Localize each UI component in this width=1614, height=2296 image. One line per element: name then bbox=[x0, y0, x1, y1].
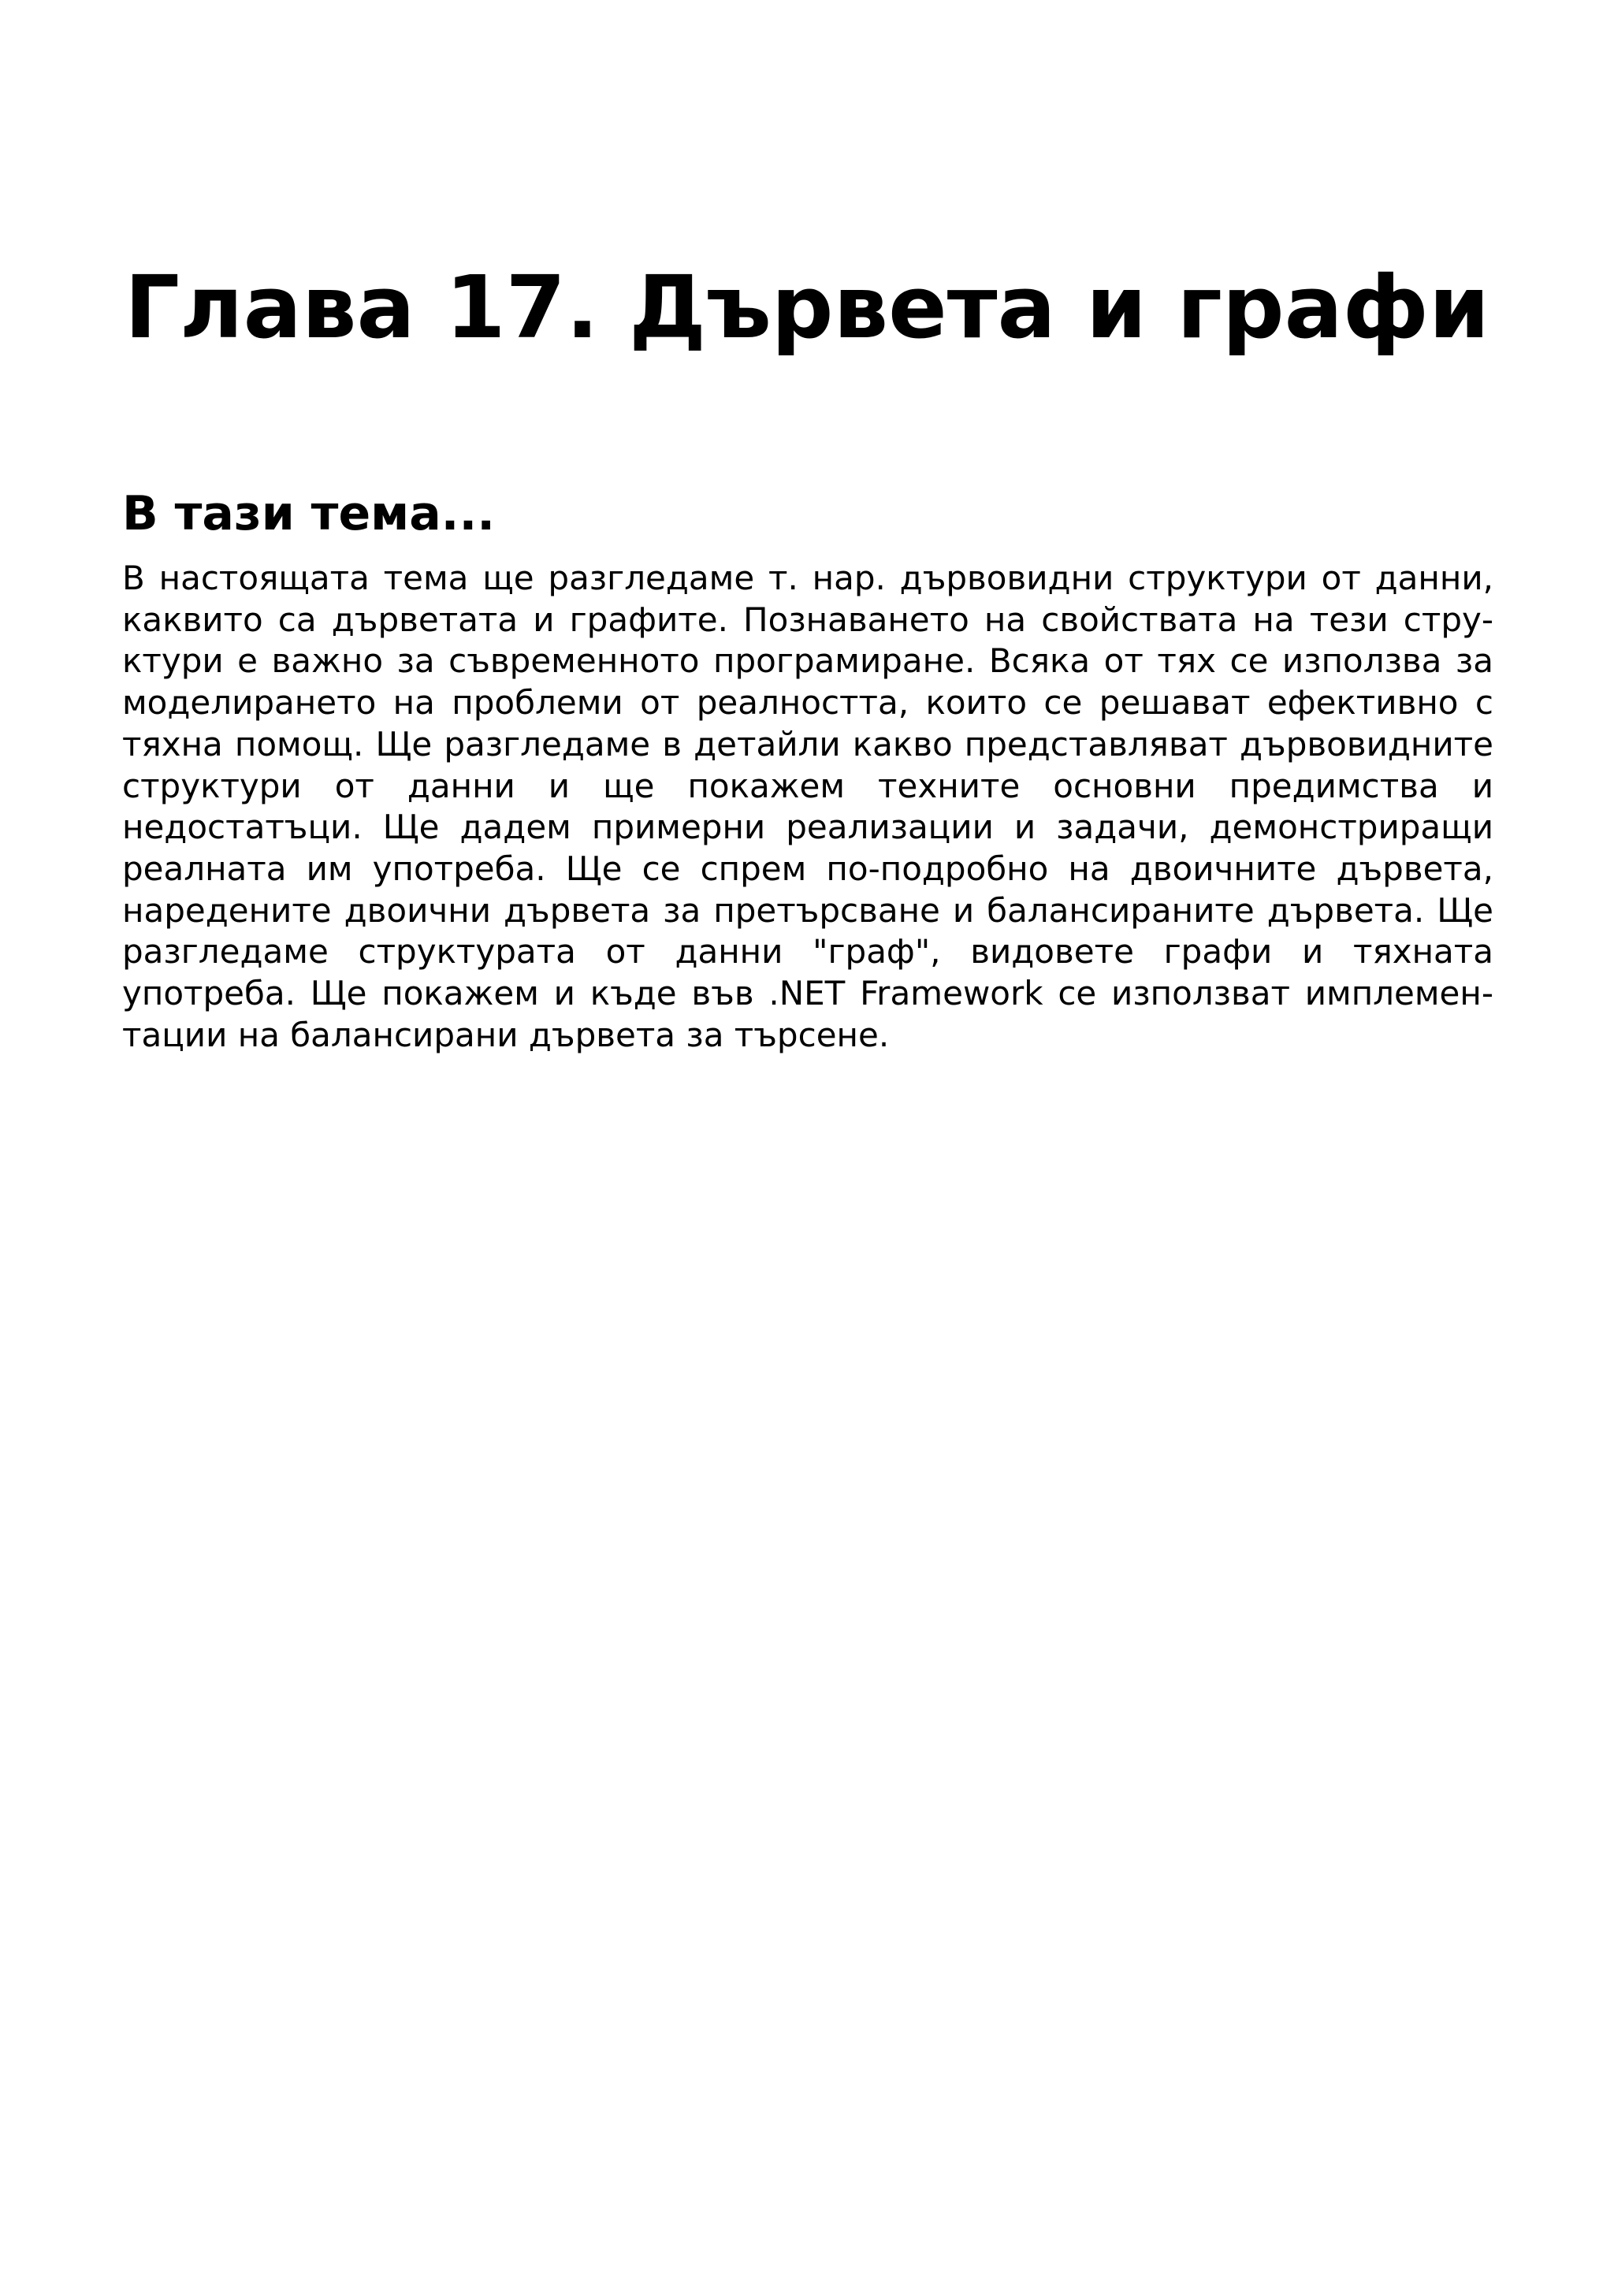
intro-paragraph: В настоящата тема ще разгледаме т. нар. дървовидни структури от данни, каквито са дърветата и графите. Познаването на свойствата на тези структури е важно за съвременното програмиране. Всяка от тях се използва за моделирането на проблеми от реалността, които се решават ефективно с тяхна помощ. Ще разгледаме в детайли какво представляват дървовидните структури от данни и ще покажем техните основни предимства и недостатъци. Ще дадем примерни реализации и задачи, демонстриращи реалната им употреба. Ще се спрем по-подробно на двоичните дървета, наредените двоични дървета за претърсване и балансираните дървета. Ще разгледаме структурата от данни "граф", видовете графи и тяхната употреба. Ще покажем и къде във .NET Framework се използват имплементации на балансирани дървета за търсене. bbox=[122, 559, 1493, 1054]
section-heading: В тази тема... bbox=[122, 486, 496, 541]
chapter-title: Глава 17. Дървета и графи bbox=[124, 257, 1490, 358]
